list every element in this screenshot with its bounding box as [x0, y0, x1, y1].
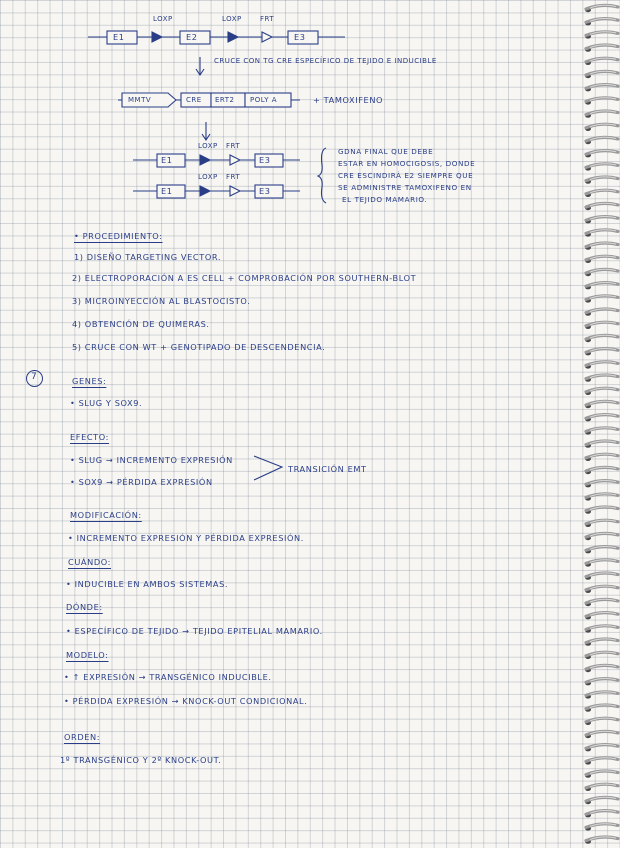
modificacion-text: • INCREMENTO EXPRESIÓN Y PÉRDIDA EXPRESIÓN.	[68, 533, 304, 543]
row2-exon-1-label: E1	[161, 155, 173, 165]
step-5: 5) CRUCE CON WT + GENOTIPADO DE DESCENDENCIA.	[72, 342, 326, 352]
note-line-5: EL TEJIDO MAMARIO.	[342, 195, 428, 204]
modelo-line-2: • PÉRDIDA EXPRESIÓN → KNOCK-OUT CONDICIONAL.	[64, 696, 308, 706]
row1-site-2: LOXP	[222, 15, 242, 23]
row1-exon-3-label: E3	[294, 32, 306, 42]
genes-text: • SLUG Y SOX9.	[70, 398, 143, 408]
gene-construct-diagram	[0, 0, 620, 215]
construct-polya-label: POLY A	[250, 96, 277, 104]
loxp-site-icon	[200, 155, 210, 165]
efecto-line-2: • SOX9 → PÉRDIDA EXPRESIÓN	[70, 477, 213, 487]
construct-ert2-label: ERT2	[215, 96, 235, 104]
question-number-circle	[26, 370, 43, 387]
row1-site-1: LOXP	[153, 15, 173, 23]
row3-exon-1-label: E1	[161, 186, 173, 196]
efecto-heading: EFECTO:	[70, 432, 110, 442]
modelo-line-1: • ↑ EXPRESIÓN → TRANSGÉNICO INDUCIBLE.	[64, 672, 272, 682]
row1-exon-1-label: E1	[113, 32, 125, 42]
cross-label: CRUCE CON TG CRE ESPECÍFICO DE TEJIDO E INDUCIBLE	[214, 57, 437, 65]
note-line-4: SE ADMINISTRE TAMOXIFENO EN	[338, 183, 472, 192]
note-line-3: CRE ESCINDIRÁ E2 SIEMPRE QUE	[338, 171, 474, 180]
frt-site-icon	[262, 32, 272, 42]
row2-site-2: FRT	[226, 142, 241, 150]
step-4: 4) OBTENCIÓN DE QUIMERAS.	[72, 319, 210, 329]
row1-exon-2-label: E2	[186, 32, 198, 42]
efecto-result: TRANSICIÓN EMT	[288, 464, 367, 474]
efecto-line-1: • SLUG → INCREMENTO EXPRESIÓN	[70, 455, 233, 465]
question-number: 7	[31, 372, 38, 382]
genes-heading: GENES:	[72, 376, 107, 386]
construct-cre-label: CRE	[186, 96, 202, 104]
note-line-2: ESTAR EN HOMOCIGOSIS, DONDE	[338, 159, 476, 168]
efecto-brace-arrow	[252, 452, 288, 486]
row1-site-3: FRT	[260, 15, 275, 23]
note-line-1: GDNA FINAL QUE DEBE	[338, 147, 434, 156]
procedimiento-heading: • PROCEDIMIENTO:	[74, 231, 163, 241]
step-3: 3) MICROINYECCIÓN AL BLASTOCISTO.	[72, 296, 251, 306]
row3-exon-3-label: E3	[259, 186, 271, 196]
donde-text: • ESPECÍFICO DE TEJIDO → TEJIDO EPITELIAL MAMARIO.	[66, 626, 323, 636]
loxp-site-icon	[228, 32, 238, 42]
tamoxifen-label: + TAMOXIFENO	[313, 95, 384, 105]
donde-heading: DÓNDE:	[66, 602, 103, 612]
frt-site-icon	[230, 186, 240, 196]
curly-brace	[318, 148, 326, 203]
orden-text: 1º TRANSGÉNICO Y 2º KNOCK-OUT.	[60, 755, 222, 765]
row2-site-1: LOXP	[198, 142, 218, 150]
frt-site-icon	[230, 155, 240, 165]
step-1: 1) DISEÑO TARGETING VECTOR.	[74, 252, 222, 262]
step-2: 2) ELECTROPORACIÓN A ES CELL + COMPROBACIÓN POR SOUTHERN-BLOT	[72, 273, 417, 283]
modificacion-heading: MODIFICACIÓN:	[70, 510, 142, 520]
loxp-site-icon	[152, 32, 162, 42]
modelo-heading: MODELO:	[66, 650, 109, 660]
row3-site-2: FRT	[226, 173, 241, 181]
construct-mmtv-label: MMTV	[128, 96, 152, 104]
row2-exon-3-label: E3	[259, 155, 271, 165]
loxp-site-icon	[200, 186, 210, 196]
orden-heading: ORDEN:	[64, 732, 101, 742]
row3-site-1: LOXP	[198, 173, 218, 181]
cuando-text: • INDUCIBLE EN AMBOS SISTEMAS.	[66, 579, 229, 589]
cuando-heading: CUÁNDO:	[68, 557, 111, 567]
spiral-binding	[578, 0, 620, 848]
